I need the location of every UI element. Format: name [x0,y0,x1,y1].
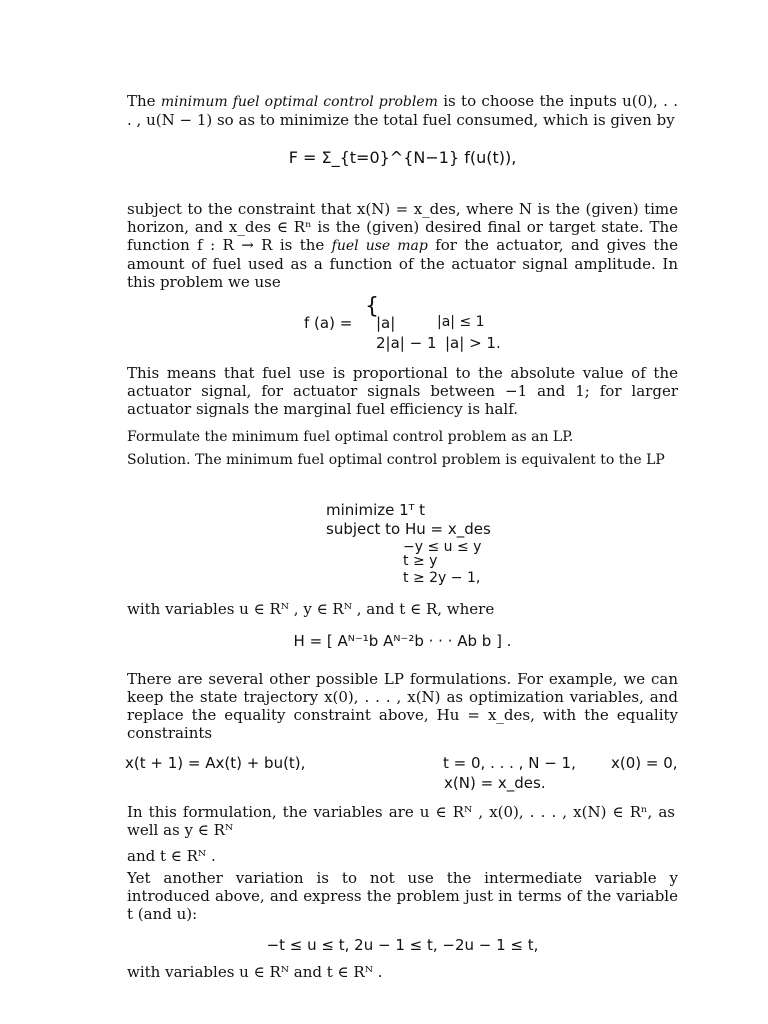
variables-paragraph: with variables u ∈ Rᴺ , y ∈ Rᴺ , and t ∈ R, where [127,600,495,618]
term-minimum-fuel: minimum fuel optimal control problem [160,94,438,110]
equation-time-range: t = 0, . . . , N − 1, [443,754,576,772]
variation-paragraph: Yet another variation is to not use the intermediate variable y introduced above, and express the problem just in terms of the variable t (and u): [127,869,678,923]
constraint-text-continued: for the actuator, and gives the amount of fuel used as a function of the actuator signal amplitude. In this problem we use [127,236,678,291]
solution-paragraph: Solution. The minimum fuel optimal control problem is equivalent to the LP [127,452,665,468]
equation-f-lhs: f (a) = [304,314,353,332]
lp-constraint-1: −y ≤ u ≤ y [403,539,482,555]
term-fuel-use-map: fuel use map [331,238,428,254]
alternative-paragraph: There are several other possible LP formulations. For example, we can keep the state trajectory x(0), . . . , x(N) as optimization variables, and replace the equality constraint above, Hu = x_des, with the equality constraints [127,670,678,742]
equation-total-fuel: F = Σ_{t=0}^{N−1} f(u(t)), [288,148,517,167]
intro-paragraph [127,92,678,129]
equation-f-case1: |a| [376,314,396,332]
intro-text: The [127,92,161,110]
equation-f-cond2: |a| > 1. [445,334,501,352]
lp-constraint-2: t ≥ y [403,553,438,569]
equation-initial-state: x(0) = 0, [611,754,678,772]
lp-constraint-3: t ≥ 2y − 1, [403,570,481,586]
equation-f-cond1: |a| ≤ 1 [437,314,485,330]
equation-f-case2: 2|a| − 1 [376,334,437,352]
equation-final-state: x(N) = x_des. [444,774,546,792]
equation-H: H = [ Aᴺ⁻¹b Aᴺ⁻²b · · · Ab b ] . [293,632,512,650]
constraint-paragraph [127,200,678,291]
final-variables-paragraph: with variables u ∈ Rᴺ and t ∈ Rᴺ . [127,963,383,981]
formulation-variables-continued: and t ∈ Rᴺ . [127,847,216,865]
intro-text-continued: is to choose the inputs u(0), . . . , u(N − 1) so as to minimize the total fuel consumed, which is given by [127,92,679,129]
task-paragraph: Formulate the minimum fuel optimal control problem as an LP. [127,429,574,445]
constraint-text: subject to the constraint that x(N) = x_des, where N is the (given) time horizon, and x_des ∈ Rⁿ is the (given) desired final or target state. The function f : R → R is the [127,200,678,254]
equation-dynamics: x(t + 1) = Ax(t) + bu(t), [125,754,306,772]
formulation-variables-paragraph: In this formulation, the variables are u ∈ Rᴺ , x(0), . . . , x(N) ∈ Rⁿ, as well as y ∈ Rᴺ [127,803,675,839]
interpretation-paragraph: This means that fuel use is proportional to the absolute value of the actuator signal, for actuator signals between −1 and 1; for larger actuator signals the marginal fuel efficiency is half. [127,364,678,418]
brace-symbol: { [365,294,379,319]
equation-final-lp: −t ≤ u ≤ t, 2u − 1 ≤ t, −2u − 1 ≤ t, [266,936,539,954]
lp-subject-to: subject to Hu = x_des [326,520,491,538]
lp-minimize: minimize 1ᵀ t [326,501,426,519]
